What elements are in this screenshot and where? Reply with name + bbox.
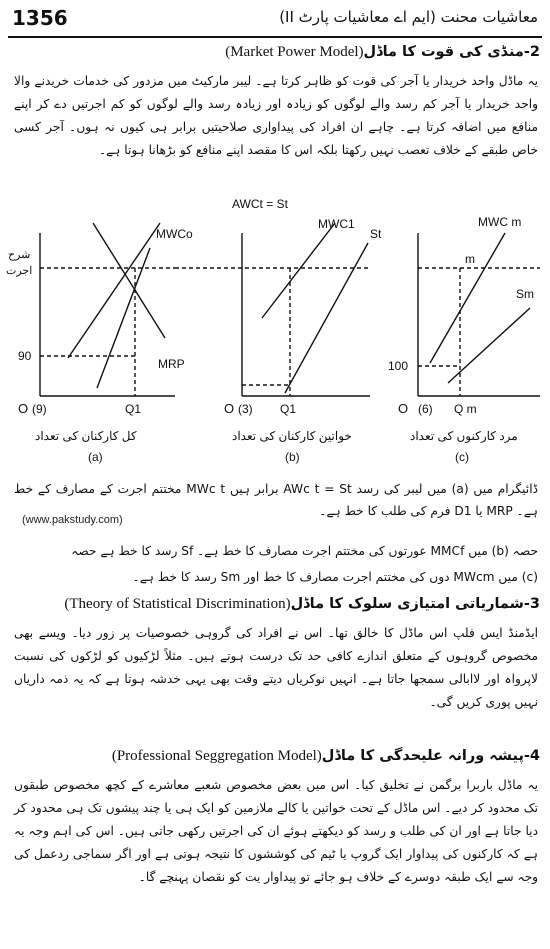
panel-c-origin: O xyxy=(398,401,409,416)
panel-b xyxy=(175,217,382,464)
section-3-heading-urdu: 3-شماریاتی امتیازی سلوک کا ماڈل xyxy=(290,596,540,612)
running-title: معاشیات محنت (ایم اے معاشیات پارٹ II) xyxy=(279,8,538,26)
section-4-heading xyxy=(10,748,540,765)
panel-c-point-label: m xyxy=(465,252,475,266)
diagram-explanation-3: (c) میں MWcm دوں کی مختتم اجرت مصارف کا خط اور Sm رسد کا خط ہے۔ xyxy=(132,570,538,584)
panel-a xyxy=(18,223,193,464)
panel-a-wage-label: 90 xyxy=(18,349,32,363)
top-label: AWCt = St xyxy=(232,197,288,211)
panel-a-mrp-curve xyxy=(93,223,165,338)
section-3-heading xyxy=(10,596,540,613)
diagram-explanation-1: ڈائیگرام میں (a) میں لیبر کی رسد AWc t = St برابر ہیں MWc t مختتم اجرت کے مصارف کے خط ہے۔ MRP یا D1 فرم کی طلب کا خط ہے۔ xyxy=(14,482,539,518)
section-2-heading xyxy=(10,44,540,61)
section-4-heading-en: (Professional Seggregation Model) xyxy=(111,748,322,764)
page-number: 1356 xyxy=(12,6,68,30)
panel-b-mwc-curve xyxy=(262,223,335,318)
panel-a-letter: (a) xyxy=(88,450,103,464)
y-axis-label-2: اجرت xyxy=(6,265,33,277)
panel-b-s-label: St xyxy=(370,227,382,241)
panel-b-origin: O xyxy=(224,401,235,416)
section-2-heading-urdu: 2-منڈی کی قوت کا ماڈل xyxy=(363,44,540,60)
panel-b-supply-curve xyxy=(285,243,368,393)
watermark: (www.pakstudy.com) xyxy=(22,514,123,526)
header-rule xyxy=(8,36,542,38)
section-2-paragraph: یہ ماڈل واحد خریدار یا آجر کی قوت کو ظاہر کرتا ہے۔ لیبر مارکیٹ میں مزدور کی خدمات خریدنے والا واحد خریدار یا آجر کم رسد والے لوگوں کو زیادہ اور زیادہ رسد والے لوگوں کو کم اجرتیں دے کر اپنے منافع میں اضافہ کرتا ہے۔ چاہے ان افراد کی پیداواری صلاحیتیں برابر ہی کیوں نہ ہوں۔ آجر کسی خاص طبقے کے خلاف تعصب نہیں رکھتا بلکہ اس کا مقصد اپنے منافع کو بڑھانا ہوتا ہے۔ xyxy=(14,74,538,157)
panel-b-caption: خواتین کارکنان کی تعداد xyxy=(232,429,352,443)
diagram-explanation-2: حصہ (b) میں MMCf عورتوں کی مختتم اجرت مصارف کا خط ہے۔ Sf رسد کا خط ہے حصہ xyxy=(71,544,538,558)
panel-c xyxy=(388,215,540,464)
panel-a-mrp-label: MRP xyxy=(158,357,185,371)
y-axis-label-1: شرح xyxy=(8,249,31,261)
section-4-paragraph: یہ ماڈل باربرا برگمن نے تخلیق کیا۔ اس میں بعض مخصوص شعبے معاشرے کے کچھ مخصوص طبقوں تک محدود کر دیے۔ اس ماڈل کے تحت خواتین یا کالے ملازمین کو ایک ہی یا چند پیشوں تک ہی محدود کر دیا جاتا ہے اور ان کی طلب و رسد کو دیکھتے ہوئے ان کی اجرتیں رکھی جاتی ہیں۔ اس کی اہم وجہ یہ ہے کہ کارکنوں کی پیداوار ایک گروپ یا ٹیم کی کوششوں کا نتیجہ ہوتی ہے اور اگر سماجی ردعمل کی وجہ سے ایک طبقہ دوسرے کے خلاف ہو جائے تو پیداوار یت کو نقصان پہنچے گا۔ xyxy=(14,778,538,884)
panel-c-origin-num: (6) xyxy=(418,402,433,416)
panel-b-mwc-label: MWC1 xyxy=(318,217,355,231)
panel-c-caption: مرد کارکنوں کی تعداد xyxy=(410,429,518,443)
panel-c-mwc-label: MWC m xyxy=(478,215,522,229)
panel-a-x-tick: Q1 xyxy=(125,402,142,416)
panel-b-origin-num: (3) xyxy=(238,402,253,416)
panel-a-supply-curve xyxy=(97,248,150,388)
market-power-diagram xyxy=(0,178,550,468)
section-3-paragraph: ایڈمنڈ ایس فلپ اس ماڈل کا خالق تھا۔ اس نے افراد کی گروہی خصوصیات پر زور دیا۔ ویسے بھی مخصوص گروہوں کے متعلق اندازے کافی حد تک درست ہوتے ہیں۔ مثلاً لڑکیوں کو لڑکوں کی نسبت لاپرواہ اور لاابالی سمجھا جاتا ہے۔ انہیں نوکریاں دیتے وقت بھی یہی خدشہ ہوتا ہے کہ یہ ذمہ داریاں نہیں پوری کریں گی۔ xyxy=(14,626,538,709)
panel-a-mwc-curve xyxy=(68,223,160,358)
section-2-heading-en: (Market Power Model) xyxy=(225,44,364,60)
panel-a-caption: کل کارکنان کی تعداد xyxy=(35,429,137,443)
panel-c-x-tick: Q m xyxy=(454,402,477,416)
section-4-heading-urdu: 4-پیشہ ورانہ علیحدگی کا ماڈل xyxy=(321,748,540,764)
panel-c-letter: (c) xyxy=(455,450,469,464)
panel-a-mwc-label: MWCo xyxy=(156,227,193,241)
section-3-heading-en: (Theory of Statistical Discrimination) xyxy=(64,596,291,612)
panel-c-wage-label: 100 xyxy=(388,359,409,373)
panel-a-origin-num: (9) xyxy=(32,402,47,416)
panel-b-x-tick: Q1 xyxy=(280,402,297,416)
page-header xyxy=(8,6,542,32)
panel-c-s-label: Sm xyxy=(516,287,534,301)
panel-b-letter: (b) xyxy=(285,450,300,464)
panel-a-origin: O xyxy=(18,401,29,416)
